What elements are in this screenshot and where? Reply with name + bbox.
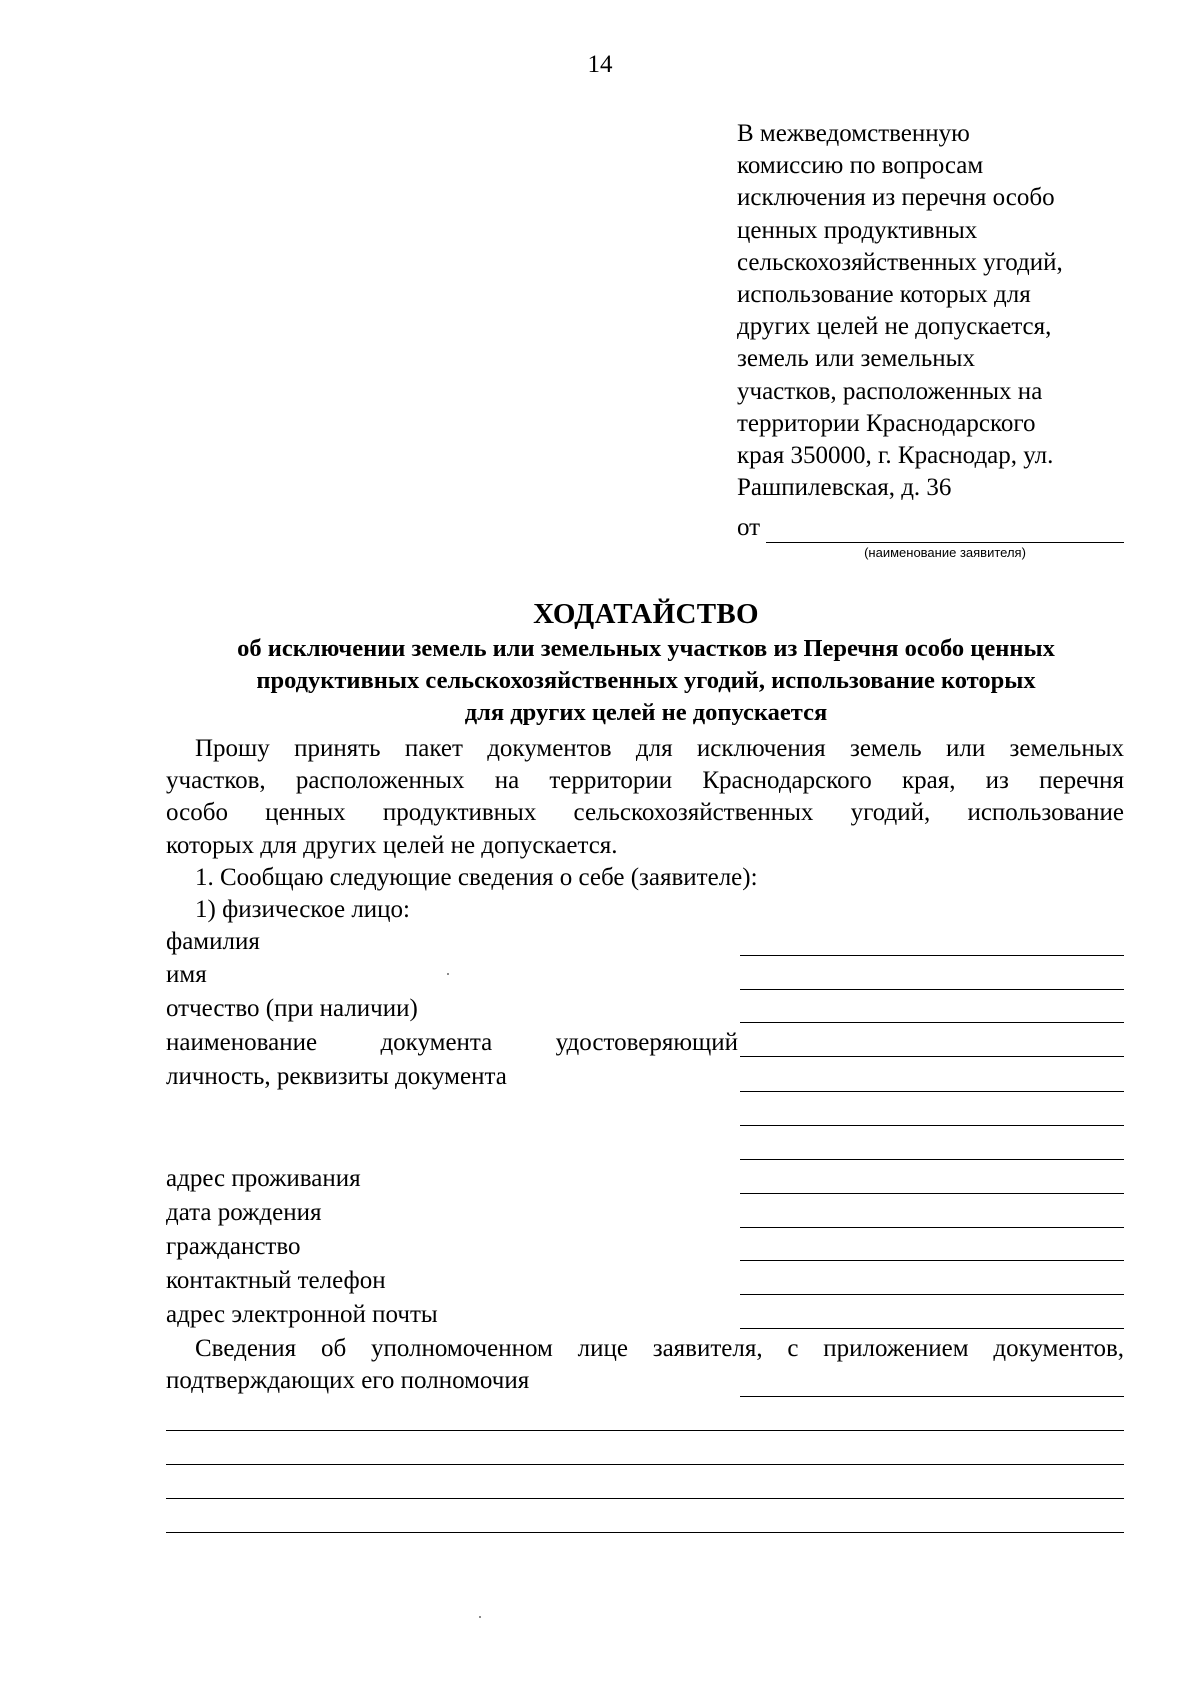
scan-speck [447, 973, 449, 975]
representative-field[interactable] [166, 1464, 1124, 1465]
subtitle-line: продуктивных сельскохозяйственных угодий, использование которых [256, 667, 1036, 694]
id-document-word: документа [380, 1029, 493, 1056]
addressee-line: В межведомственную [737, 120, 970, 147]
representative-paragraph [166, 1333, 1124, 1397]
phone-field[interactable] [740, 1294, 1124, 1295]
addressee-line: комиссию по вопросам [737, 152, 984, 180]
addressee-line: других целей не допускается, [737, 313, 1052, 341]
addressee-line: использование которых для [737, 281, 1031, 309]
name-label: имя [166, 961, 207, 988]
page-number: 14 [587, 51, 613, 78]
intro-line: особо ценных продуктивных сельскохозяйственных угодий, использование [166, 799, 1124, 827]
id-document-word: удостоверяющий [555, 1029, 739, 1056]
subtitle-line: об исключении земель или земельных участков из Перечня особо ценных [237, 635, 1055, 662]
id-document-label [166, 1027, 738, 1059]
patronymic-label: отчество (при наличии) [166, 995, 418, 1022]
intro-line: которых для других целей не допускается. [166, 831, 618, 859]
subtitle-line: для других целей не допускается [464, 699, 828, 726]
name-field[interactable] [740, 989, 1124, 990]
representative-line: Сведения об уполномоченном лице заявителя, с приложением документов, [195, 1335, 1124, 1362]
address-field[interactable] [740, 1193, 1124, 1194]
applicant-name-field[interactable] [766, 542, 1124, 543]
section-1-heading: 1. Сообщаю следующие сведения о себе (заявителе): [195, 864, 758, 891]
addressee-line: ценных продуктивных [737, 216, 978, 244]
representative-field[interactable] [166, 1498, 1124, 1499]
intro-paragraph [166, 733, 1124, 862]
birth-date-label: дата рождения [166, 1199, 322, 1226]
addressee-block [737, 118, 1063, 504]
document-title: ХОДАТАЙСТВО [533, 598, 759, 630]
intro-line: участков, расположенных на территории Краснодарского края, из перечня [166, 767, 1124, 795]
addressee-line: сельскохозяйственных угодий, [737, 248, 1063, 276]
addressee-line: территории Краснодарского [737, 409, 1036, 437]
address-label: адрес проживания [166, 1165, 361, 1192]
birth-date-field[interactable] [740, 1227, 1124, 1228]
applicant-caption: (наименование заявителя) [864, 545, 1026, 560]
subsection-individual: 1) физическое лицо: [195, 896, 411, 923]
from-label: от [737, 514, 761, 541]
id-document-field[interactable] [740, 1125, 1124, 1126]
addressee-line: исключения из перечня особо [737, 184, 1055, 212]
addressee-line: края 350000, г. Краснодар, ул. [737, 442, 1054, 470]
scan-speck [479, 1616, 481, 1618]
document-subtitle [166, 633, 1126, 729]
addressee-line: участков, расположенных на [737, 377, 1043, 405]
citizenship-field[interactable] [740, 1260, 1124, 1261]
surname-field[interactable] [740, 955, 1124, 956]
representative-field[interactable] [166, 1430, 1124, 1431]
id-document-field[interactable] [740, 1159, 1124, 1160]
citizenship-label: гражданство [166, 1233, 301, 1260]
phone-label: контактный телефон [166, 1267, 386, 1294]
id-document-field[interactable] [740, 1056, 1124, 1057]
intro-line: Прошу принять пакет документов для исключения земель или земельных [195, 735, 1124, 762]
email-label: адрес электронной почты [166, 1301, 438, 1328]
addressee-line: Рашпилевская, д. 36 [737, 474, 952, 502]
addressee-line: земель или земельных [737, 345, 975, 373]
representative-field[interactable] [740, 1396, 1124, 1397]
id-document-field[interactable] [740, 1091, 1124, 1092]
email-field[interactable] [740, 1328, 1124, 1329]
surname-label: фамилия [166, 928, 260, 955]
representative-line: подтверждающих его полномочия [166, 1367, 530, 1395]
id-document-label-2: личность, реквизиты документа [166, 1063, 507, 1090]
id-document-word: наименование [166, 1029, 318, 1056]
representative-field[interactable] [166, 1532, 1124, 1533]
patronymic-field[interactable] [740, 1022, 1124, 1023]
